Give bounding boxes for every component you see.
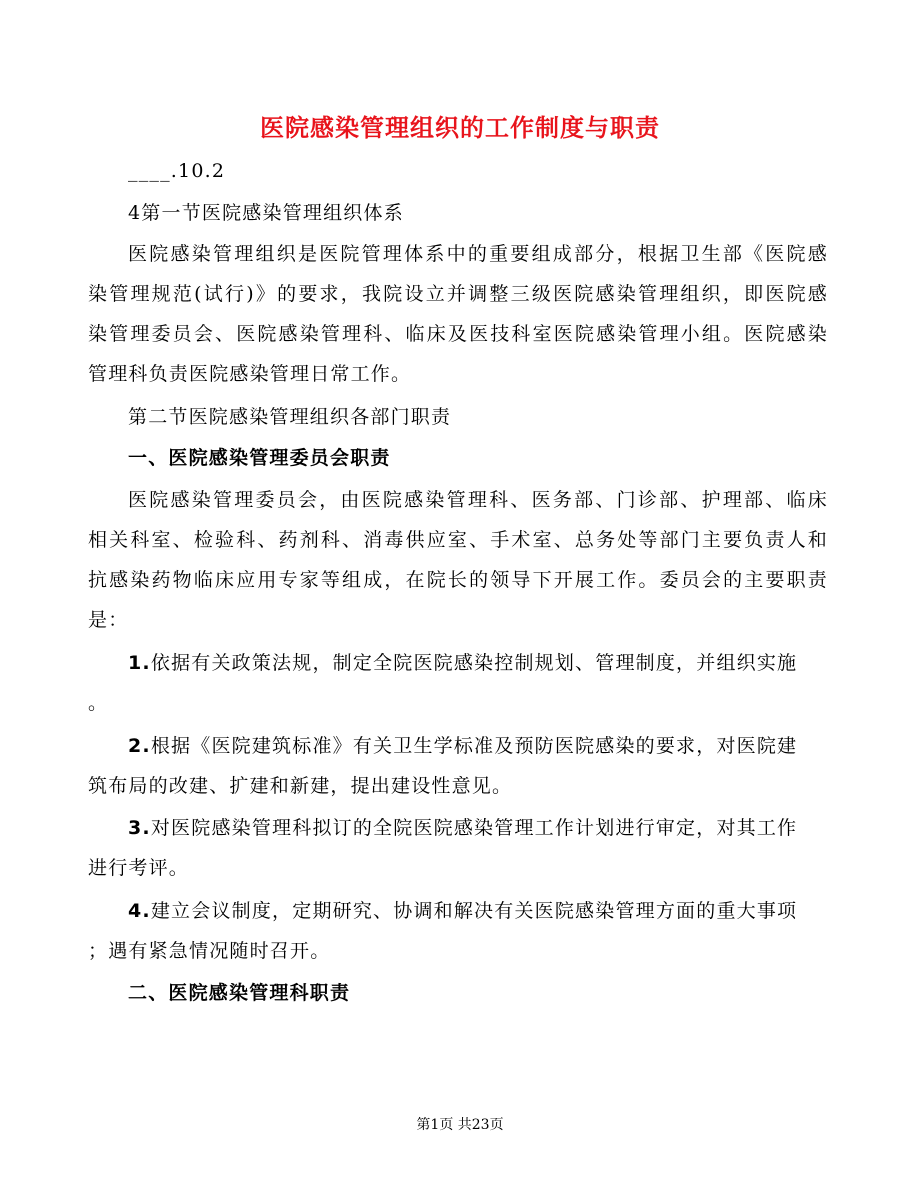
paragraph-1-line-3: 染管理委员会、医院感染管理科、临床及医技科室医院感染管理小组。医院感染 xyxy=(88,323,828,345)
list-item-1-second-line: 。 xyxy=(88,692,109,714)
list-item-1-first-line xyxy=(128,648,828,678)
document-date: ____.10.2 xyxy=(128,160,226,182)
section-heading-1: 4第一节医院感染管理组织体系 xyxy=(128,202,404,224)
subsection-heading-1: 一、医院感染管理委员会职责 xyxy=(128,447,391,469)
list-item-2-first-line xyxy=(128,731,828,761)
list-item-text: 对医院感染管理科拟订的全院医院感染管理工作计划进行审定，对其工作 xyxy=(150,817,798,839)
list-item-text: 依据有关政策法规，制定全院医院感染控制规划、管理制度，并组织实施 xyxy=(150,652,798,674)
list-item-3-first-line xyxy=(128,813,828,843)
list-item-number: 2. xyxy=(128,735,151,757)
list-item-4-first-line xyxy=(128,896,828,926)
list-item-number: 1. xyxy=(128,652,151,674)
paragraph-2-line-4: 是： xyxy=(88,609,129,631)
paragraph-1-line-4: 管理科负责医院感染管理日常工作。 xyxy=(88,363,412,385)
page-number-footer: 第1页 共23页 xyxy=(416,1117,504,1133)
list-item-2-second-line: 筑布局的改建、扩建和新建，提出建设性意见。 xyxy=(88,775,513,797)
list-item-text: 建立会议制度，定期研究、协调和解决有关医院感染管理方面的重大事项 xyxy=(150,900,798,922)
list-item-4-second-line: ；遇有紧急情况随时召开。 xyxy=(88,940,331,962)
paragraph-2-line-3: 抗感染药物临床应用专家等组成，在院长的领导下开展工作。委员会的主要职责 xyxy=(88,569,828,591)
list-item-number: 4. xyxy=(128,900,151,922)
paragraph-1-line-2: 染管理规范(试行)》的要求，我院设立并调整三级医院感染管理组织，即医院感 xyxy=(88,283,828,305)
list-item-text: 根据《医院建筑标准》有关卫生学标准及预防医院感染的要求，对医院建 xyxy=(150,735,798,757)
document-title: 医院感染管理组织的工作制度与职责 xyxy=(260,114,660,142)
section-heading-2: 第二节医院感染管理组织各部门职责 xyxy=(128,406,452,428)
paragraph-2-line-2: 相关科室、检验科、药剂科、消毒供应室、手术室、总务处等部门主要负责人和 xyxy=(88,529,828,551)
paragraph-1-line-1: 医院感染管理组织是医院管理体系中的重要组成部分，根据卫生部《医院感 xyxy=(128,243,828,265)
subsection-heading-2: 二、医院感染管理科职责 xyxy=(128,982,351,1004)
list-item-number: 3. xyxy=(128,817,151,839)
list-item-3-second-line: 进行考评。 xyxy=(88,857,190,879)
paragraph-2-line-1: 医院感染管理委员会，由医院感染管理科、医务部、门诊部、护理部、临床 xyxy=(128,489,828,511)
